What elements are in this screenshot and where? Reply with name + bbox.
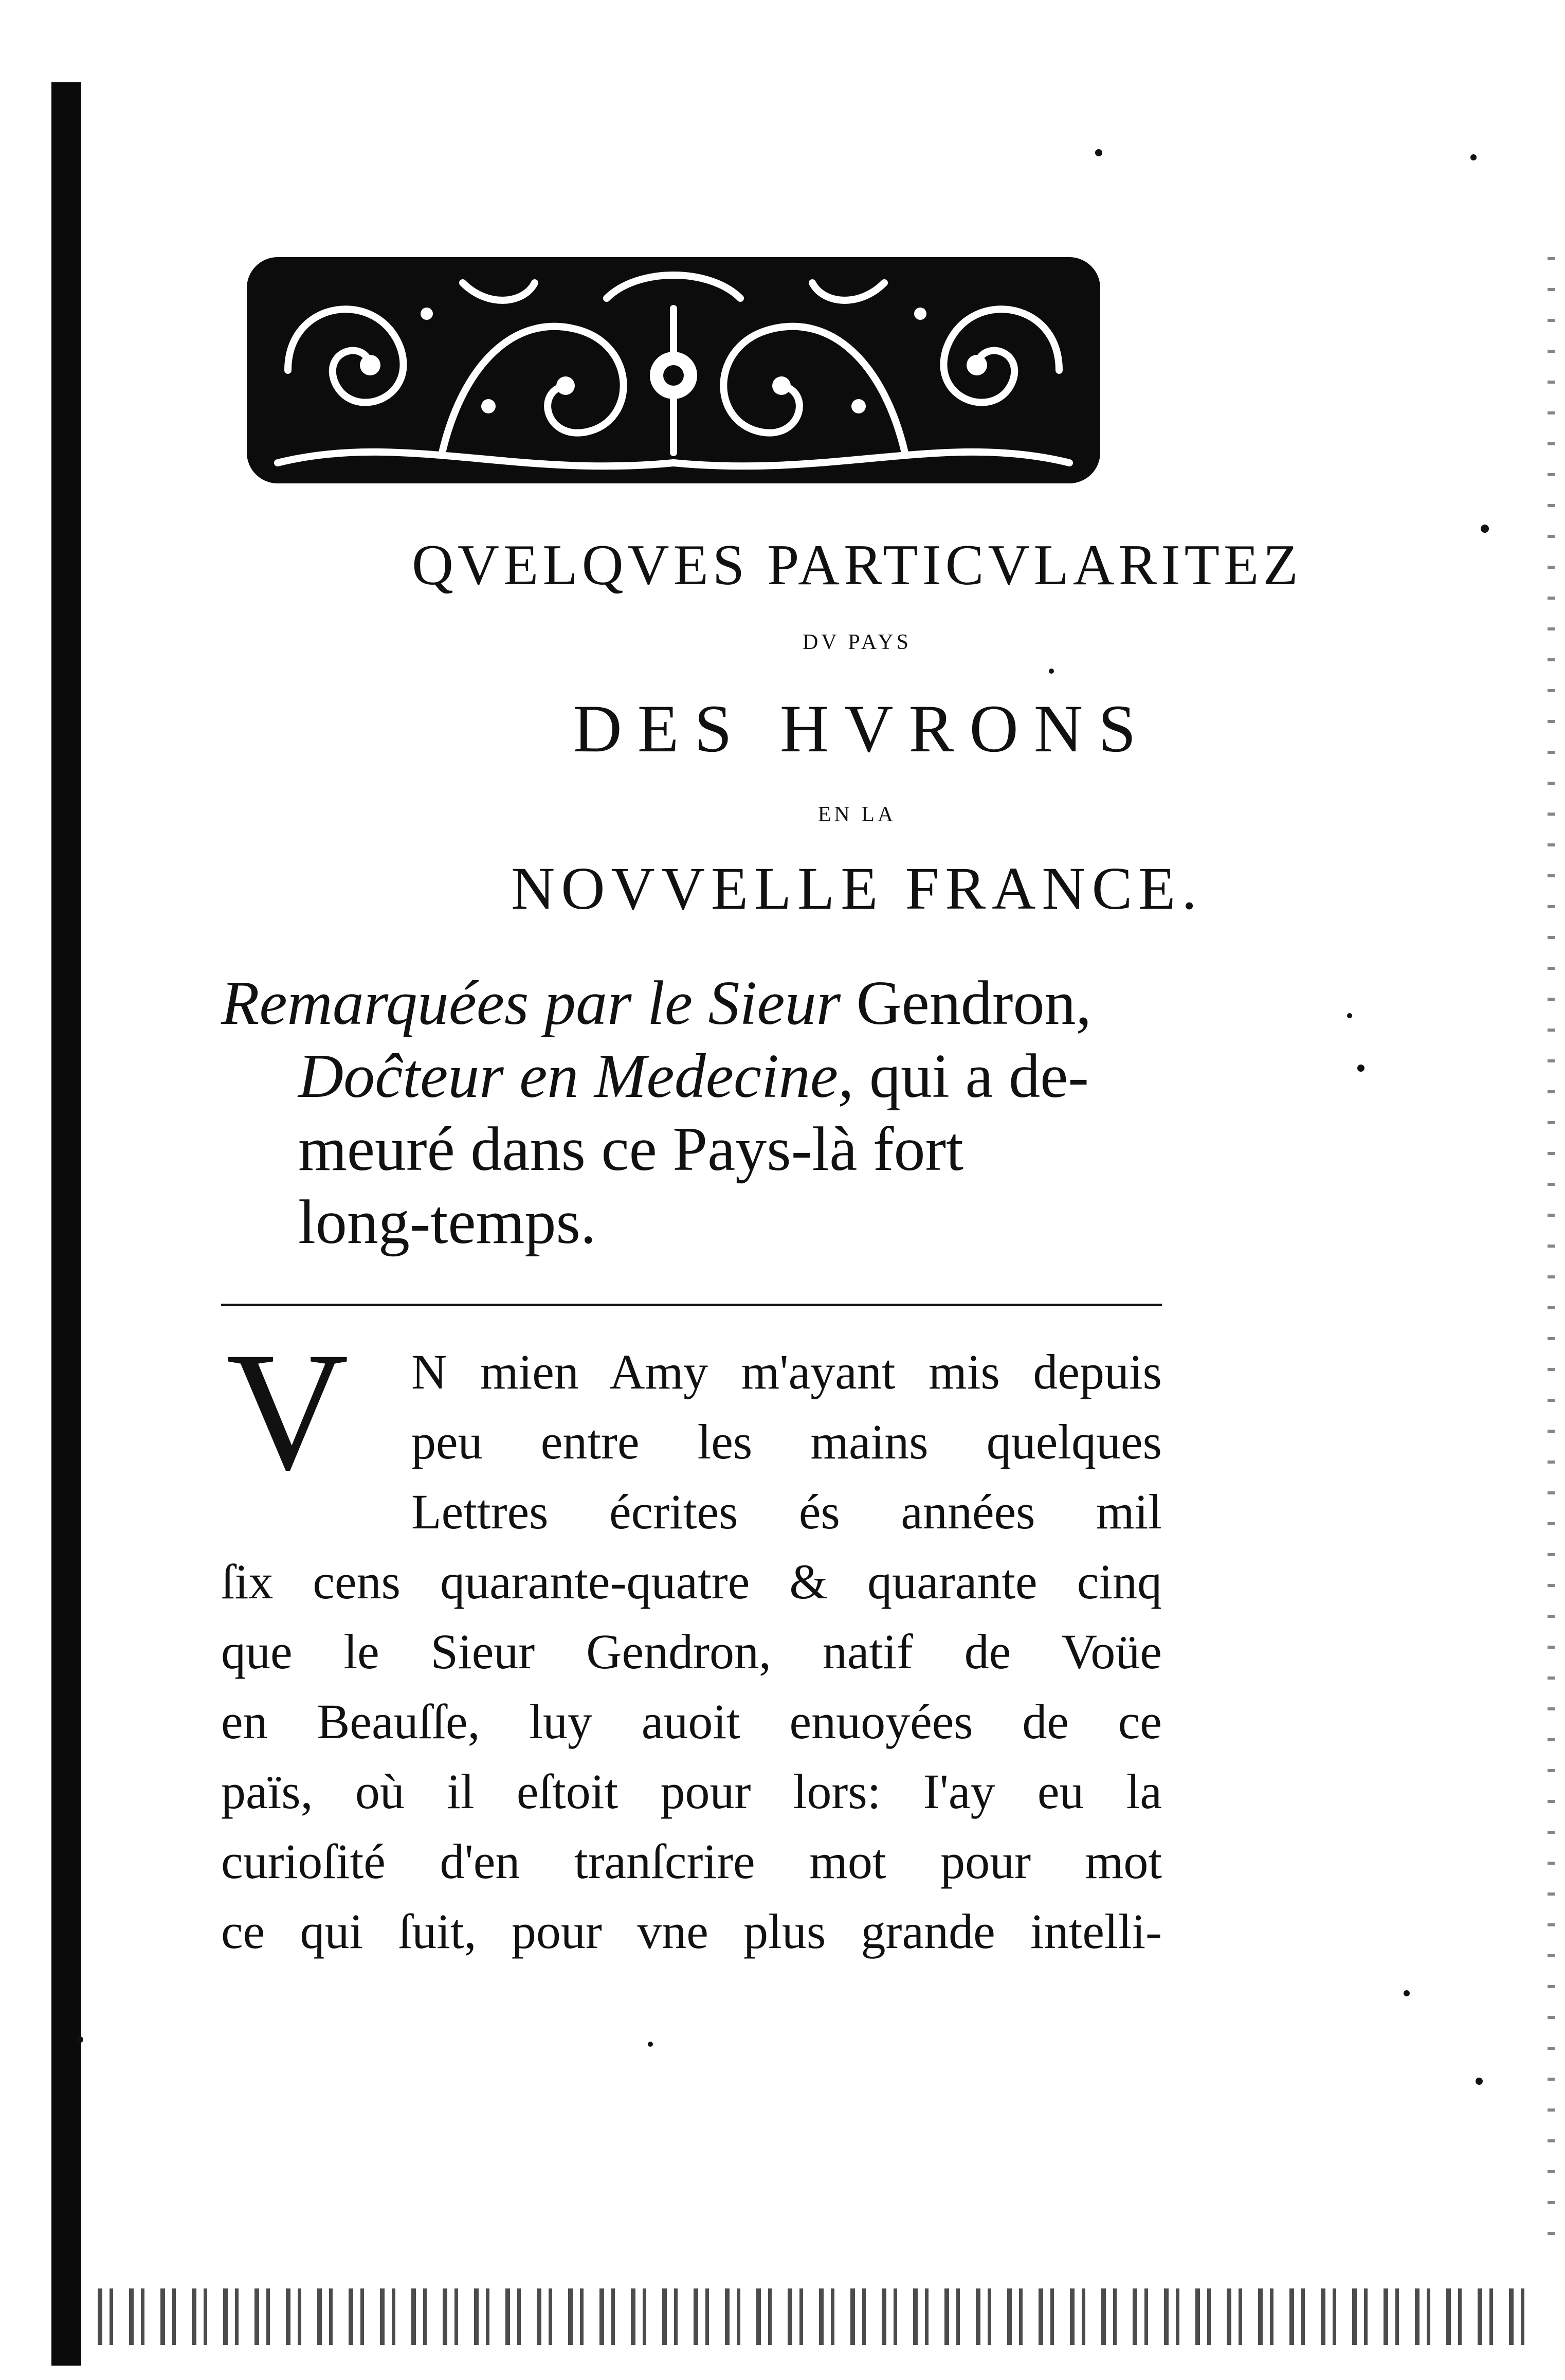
body-line: ce qui ſuit, pour vne plus grande intelli- — [221, 1904, 1162, 1959]
attribution-italic-1: Remarquées par le Sieur — [221, 968, 841, 1038]
attribution-line-2 — [221, 1040, 1162, 1113]
binding-edge — [51, 82, 81, 2366]
title-line-5: NOVVELLE FRANCE. — [511, 855, 1203, 922]
title-line-2: DV PAYS — [802, 630, 912, 654]
headpiece-ornament-icon — [247, 237, 1100, 499]
attribution-line-3: meuré dans ce Pays-là fort — [298, 1114, 964, 1184]
attribution-line-1 — [221, 967, 1162, 1040]
body-line: N mien Amy m'ayant mis depuis — [411, 1344, 1162, 1399]
body-line: peu entre les mains quelques — [411, 1414, 1162, 1469]
attribution-line-4: long-temps. — [298, 1187, 596, 1257]
author-name: Gendron, — [856, 968, 1091, 1038]
body-line: curioſité d'en tranſcrire mot pour mot — [221, 1834, 1162, 1889]
body-line: Lettres écrites és années mil — [411, 1484, 1162, 1539]
body-text — [221, 1337, 1162, 1967]
title-line-1: QVELQVES PARTICVLARITEZ — [412, 533, 1302, 597]
attribution-italic-2: Doĉteur en Medecine, — [298, 1041, 854, 1111]
drop-cap: V — [226, 1318, 349, 1505]
body-line: païs, où il eſtoit pour lors: I'ay eu la — [221, 1764, 1162, 1819]
attribution-block — [221, 967, 1162, 1259]
page-edge-bottom — [98, 2288, 1527, 2345]
body-line: ſix cens quarante-quatre & quarante cinq — [221, 1554, 1162, 1609]
body-line: en Beauſſe, luy auoit enuoyées de ce — [221, 1694, 1162, 1749]
section-rule — [221, 1304, 1162, 1306]
title-line-3: DES HVRONS — [573, 691, 1152, 766]
body-line: que le Sieur Gendron, natif de Voüe — [221, 1624, 1162, 1679]
title-line-4: EN LA — [817, 803, 897, 826]
attribution-roman-2: qui a de- — [869, 1041, 1089, 1111]
